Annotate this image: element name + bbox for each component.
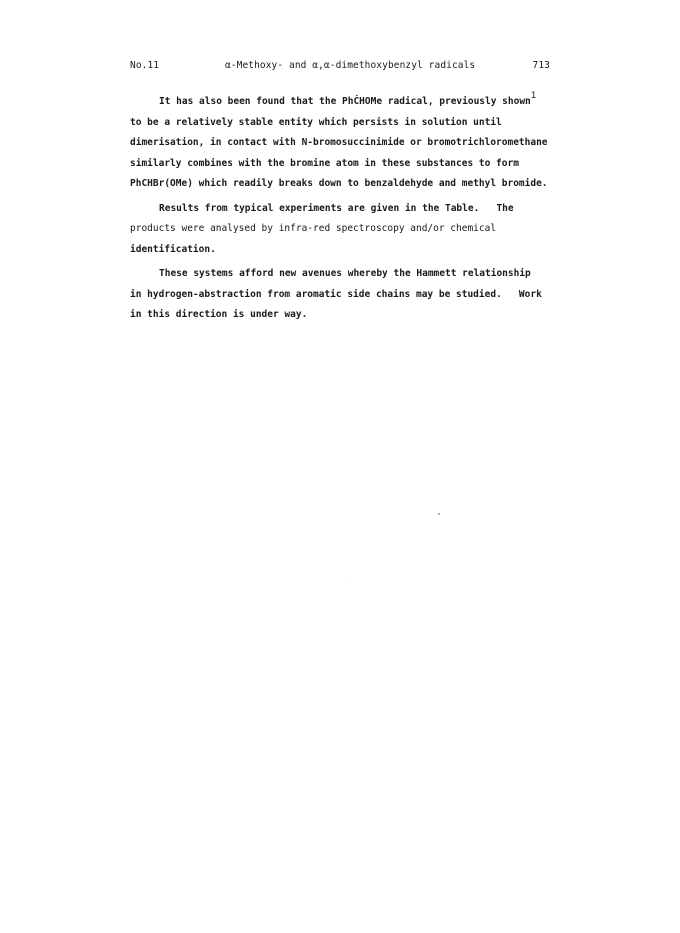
text-line-content: It has also been found that the PhĊHOMe radical, previously shown — [159, 96, 531, 107]
paragraph-1 — [130, 92, 550, 195]
paragraph-2 — [130, 199, 550, 261]
text-line: Results from typical experiments are given in the Table. The — [159, 202, 514, 214]
text-line: These systems afford new avenues whereby the Hammett relationship — [159, 268, 531, 279]
reference-superscript: 1 — [530, 91, 537, 101]
text-line: in this direction is under way. — [130, 309, 308, 320]
page-header — [130, 60, 550, 74]
body-text — [130, 92, 550, 326]
text-line: dimerisation, in contact with N-bromosuccinimide or bromotrichloromethane — [130, 137, 548, 148]
text-line: identification. — [130, 243, 216, 255]
scan-speck — [438, 513, 440, 515]
scan-speck — [346, 582, 347, 583]
paragraph-3 — [130, 264, 550, 326]
text-line: PhCHBr(OMe) which readily breaks down to benzaldehyde and methyl bromide. — [130, 178, 548, 189]
text-line: to be a relatively stable entity which persists in solution until — [130, 116, 502, 128]
journal-issue: No.11 — [130, 60, 160, 71]
running-title: α-Methoxy- and α,α-dimethoxybenzyl radicals — [225, 60, 476, 71]
text-line: similarly combines with the bromine atom in these substances to form — [130, 157, 519, 169]
page-number: 713 — [532, 60, 550, 71]
text-line: products were analysed by infra-red spectroscopy and/or chemical — [130, 223, 497, 234]
text-line — [130, 92, 550, 113]
text-line: in hydrogen-abstraction from aromatic side chains may be studied. Work — [130, 288, 542, 300]
